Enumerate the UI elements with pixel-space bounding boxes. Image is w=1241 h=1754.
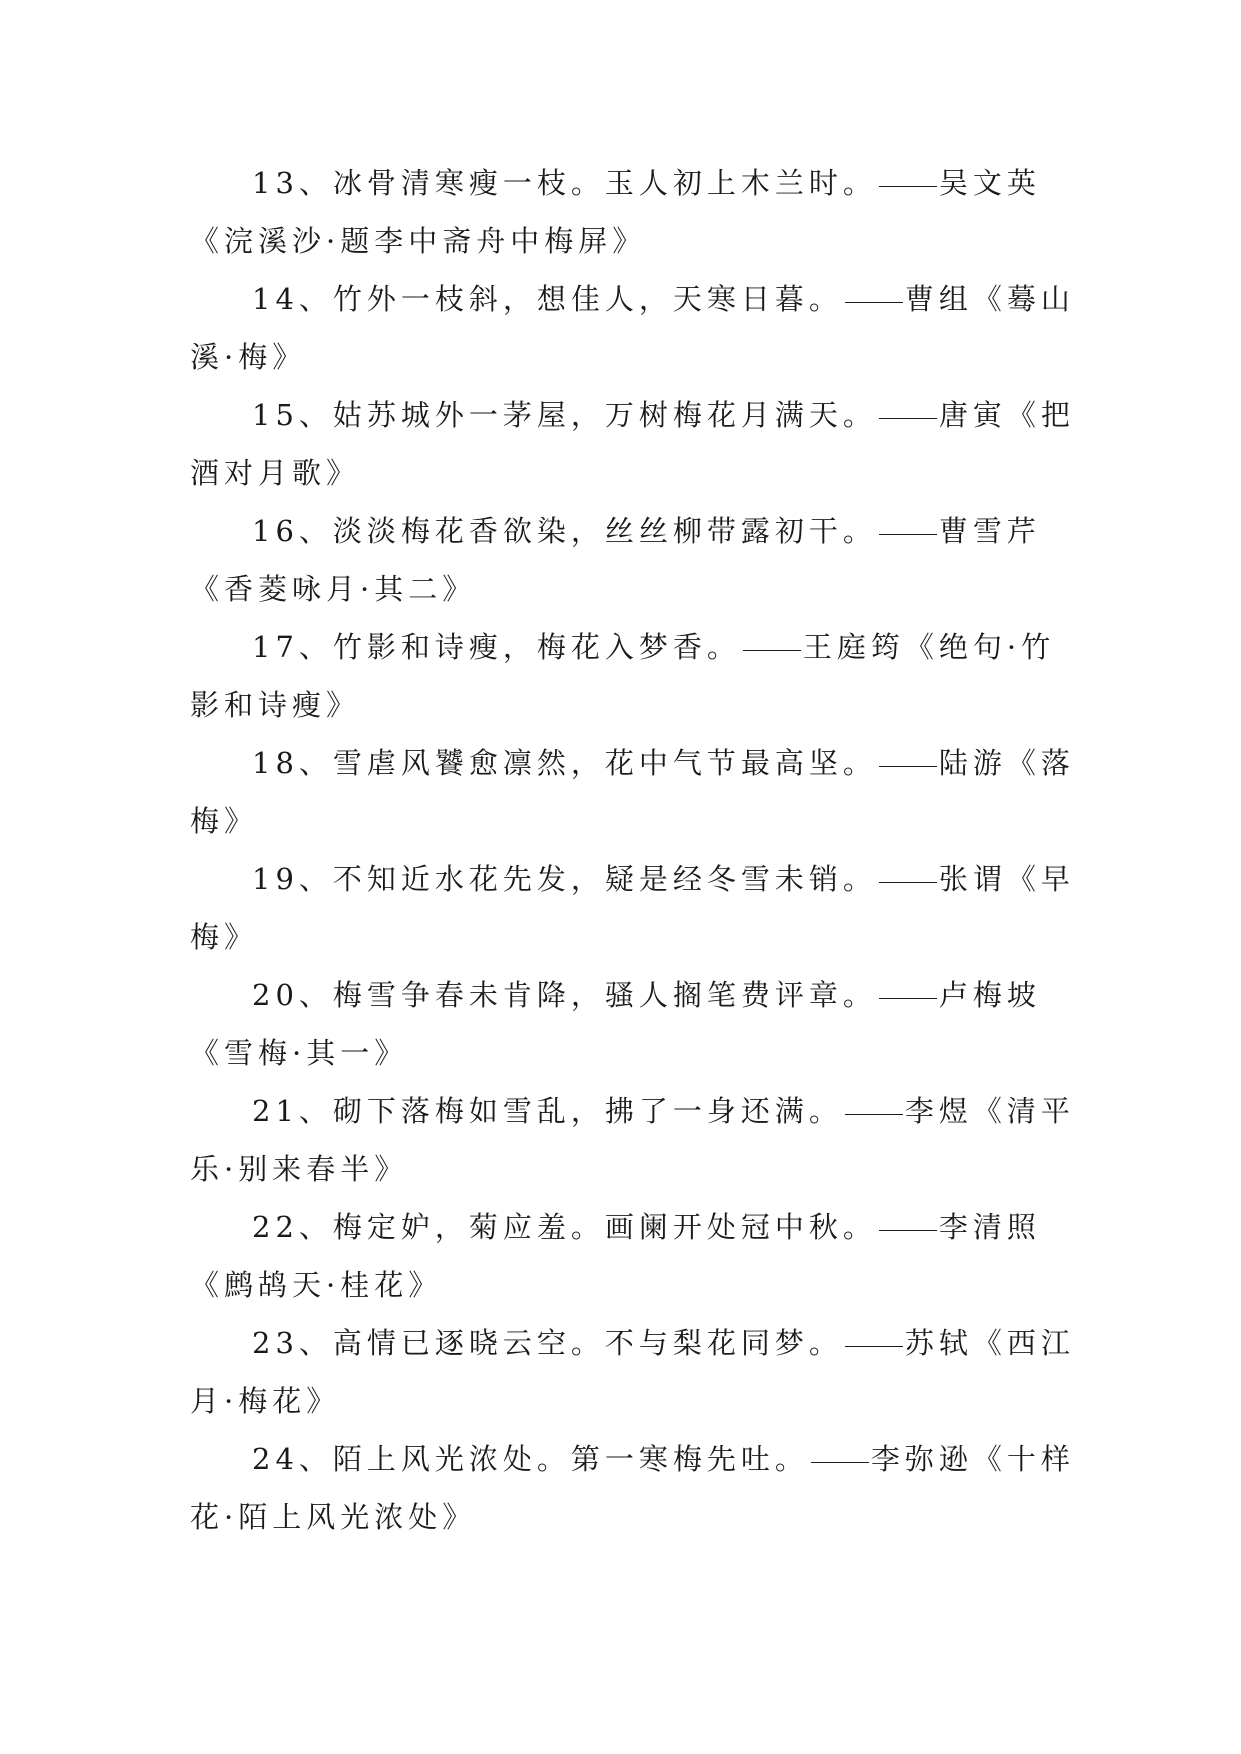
list-item <box>190 618 1056 734</box>
fill-blank <box>879 396 937 419</box>
fill-blank <box>845 1324 903 1347</box>
fill-blank <box>879 976 937 999</box>
source-text: 溪·梅》 <box>190 340 307 374</box>
source-text: 《雪梅·其一》 <box>190 1036 409 1070</box>
verse-text: 23、高情已逐晓云空。不与梨花同梦。 <box>252 1326 843 1360</box>
verse-text: 21、砌下落梅如雪乱，拂了一身还满。 <box>252 1094 843 1128</box>
list-item <box>190 386 1075 502</box>
list-item <box>190 502 1052 618</box>
list-item <box>190 1198 1052 1314</box>
fill-blank <box>879 860 937 883</box>
fill-blank <box>845 280 903 303</box>
author-text: 曹组《蓦山 <box>904 282 1075 316</box>
author-text: 卢梅坡 <box>938 978 1041 1012</box>
author-text: 李清照 <box>938 1210 1041 1244</box>
list-item <box>190 850 1075 966</box>
author-text: 李煜《清平 <box>904 1094 1075 1128</box>
fill-blank <box>845 1092 903 1115</box>
source-text: 花·陌上风光浓处》 <box>190 1500 477 1534</box>
source-text: 影和诗瘦》 <box>190 688 361 722</box>
verse-text: 18、雪虐风饕愈凛然，花中气节最高坚。 <box>252 746 877 780</box>
verse-text: 13、冰骨清寒瘦一枝。玉人初上木兰时。 <box>252 166 877 200</box>
verse-text: 16、淡淡梅花香欲染，丝丝柳带露初干。 <box>252 514 877 548</box>
fill-blank <box>879 1208 937 1231</box>
fill-blank <box>743 628 801 651</box>
fill-blank <box>879 512 937 535</box>
list-item <box>190 1314 1075 1430</box>
verse-text: 14、竹外一枝斜，想佳人，天寒日暮。 <box>252 282 843 316</box>
list-item <box>190 154 1052 270</box>
source-text: 月·梅花》 <box>190 1384 341 1418</box>
source-text: 梅》 <box>190 804 259 838</box>
source-text: 梅》 <box>190 920 259 954</box>
author-text: 吴文英 <box>938 166 1041 200</box>
poem-list <box>190 154 1075 1546</box>
list-item <box>190 1430 1075 1546</box>
source-text: 酒对月歌》 <box>190 456 361 490</box>
verse-text: 17、竹影和诗瘦，梅花入梦香。 <box>252 630 741 664</box>
verse-text: 22、梅定妒，菊应羞。画阑开处冠中秋。 <box>252 1210 877 1244</box>
author-text: 唐寅《把 <box>938 398 1075 432</box>
list-item <box>190 1082 1075 1198</box>
verse-text: 24、陌上风光浓处。第一寒梅先吐。 <box>252 1442 809 1476</box>
author-text: 张谓《早 <box>938 862 1075 896</box>
list-item <box>190 270 1075 386</box>
fill-blank <box>879 744 937 767</box>
fill-blank <box>879 164 937 187</box>
list-item <box>190 966 1052 1082</box>
verse-text: 19、不知近水花先发，疑是经冬雪未销。 <box>252 862 877 896</box>
fill-blank <box>811 1440 869 1463</box>
author-text: 苏轼《西江 <box>904 1326 1075 1360</box>
verse-text: 15、姑苏城外一茅屋，万树梅花月满天。 <box>252 398 877 432</box>
author-text: 王庭筠《绝句·竹 <box>802 630 1056 664</box>
source-text: 《浣溪沙·题李中斋舟中梅屏》 <box>190 224 647 258</box>
author-text: 曹雪芹 <box>938 514 1041 548</box>
author-text: 李弥逊《十样 <box>870 1442 1075 1476</box>
source-text: 乐·别来春半》 <box>190 1152 409 1186</box>
list-item <box>190 734 1075 850</box>
verse-text: 20、梅雪争春未肯降，骚人搁笔费评章。 <box>252 978 877 1012</box>
source-text: 《香菱咏月·其二》 <box>190 572 477 606</box>
author-text: 陆游《落 <box>938 746 1075 780</box>
source-text: 《鹧鸪天·桂花》 <box>190 1268 443 1302</box>
